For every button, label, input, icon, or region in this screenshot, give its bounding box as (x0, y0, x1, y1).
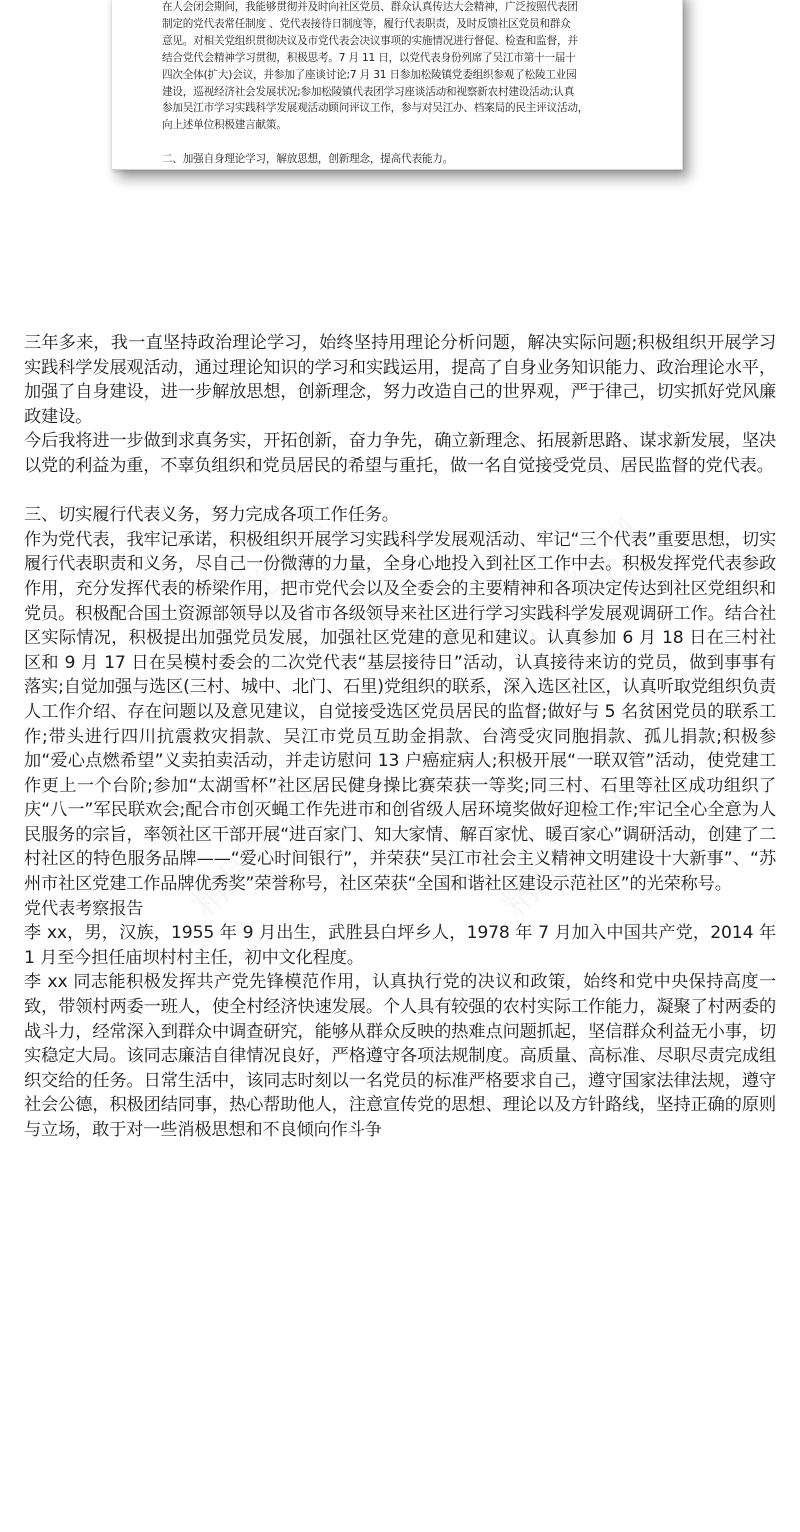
spacer (162, 134, 640, 151)
paragraph-future-plans: 今后我将进一步做到求真务实，开拓创新，奋力争先，确立新理念、拓展新思路、谋求新发展，坚决以党的利益为重，不辜负组织和党员居民的希望与重托，做一名自觉接受党员、居民监督的党代表。 (24, 431, 776, 476)
embedded-line: 制定的党代表常任制度 、党代表接待日制度等，履行代表职责，及时反馈社区党员和群众 (162, 17, 571, 30)
embedded-line: 向上述单位积极建言献策。 (162, 119, 287, 132)
embedded-line: 在人会闭会期间，我能够贯彻并及时向社区党员、群众认真传达大会精神，广泛按照代表团 (162, 1, 578, 13)
report-title: 党代表考察报告 (24, 898, 144, 919)
embedded-section-heading: 二、加强自身理论学习，解放思想，创新理念，提高代表能力。 (162, 153, 454, 166)
embedded-line: 参加吴江市学习实践科学发展观活动顾问评议工作，参与对吴江办、档案局的民主评议活动， (162, 102, 589, 115)
embedded-document-text (162, 0, 640, 168)
paragraph-theory-study: 三年多来，我一直坚持政治理论学习，始终坚持用理论分析问题，解决实际问题;积极组织开展学习实践科学发展观活动，通过理论知识的学习和实践运用，提高了自身业务知识能力、政治理论水平，加强了自身建设，进一步解放思想，创新理念，努力改造自己的世界观，严于律己，切实抓好党风廉政建设。 (24, 333, 776, 427)
section-three-heading: 三、切实履行代表义务，努力完成各项工作任务。 (24, 505, 399, 526)
embedded-line: 结合党代会精神学习贯彻，积极思考。7 月 11 日，以党代表身份列席了吴江市第十一届十 (162, 51, 576, 64)
embedded-line: 意见。对相关党组织贯彻决议及市党代表会决议事项的实施情况进行督促、检查和监督，并 (162, 34, 578, 47)
paragraph-evaluation: 李 xx 同志能积极发挥共产党先锋模范作用，认真执行党的决议和政策，始终和党中央保持高度一致，带领村两委一班人，使全村经济快速发展。个人具有较强的农村实际工作能力，凝聚了村两委的战斗力，经常深入到群众中调查研究，能够从群众反映的热难点问题抓起，坚信群众利益无小事，切实稳定大局。该同志廉洁自律情况良好，严格遵守各项法规制度。高质量、高标准、尽职尽责完成组织交给的任务。日常生活中，该同志时刻以一名党员的标准严格要求自己，遵守国家法律法规，遵守社会公德，积极团结同事，热心帮助他人，注意宣传党的思想、理论以及方针路线，坚持正确的原则与立场，敢于对一些消极思想和不良倾向作斗争 (24, 972, 776, 1140)
paragraph-biography: 李 xx，男，汉族，1955 年 9 月出生，武胜县白坪乡人，1978 年 7 月加入中国共产党，2014 年 1 月至今担任庙坝村村主任，初中文化程度。 (24, 923, 776, 968)
embedded-line: 建设，巡视经济社会发展状况;参加松陵镇代表团学习座谈活动和视察新农村建设活动;认真 (162, 85, 575, 98)
embedded-document-page (112, 0, 683, 170)
embedded-line: 四次全体(扩大)会议，并参加了座谈讨论;7 月 31 日参加松陵镇党委组织参观了松陵工业园 (162, 68, 577, 81)
document-body (24, 331, 776, 1143)
paragraph-duties: 作为党代表，我牢记承诺，积极组织开展学习实践科学发展观活动、牢记“三个代表”重要思想，切实履行代表职责和义务，尽自己一份微薄的力量，全身心地投入到社区工作中去。积极发挥党代表参政作用，充分发挥代表的桥梁作用，把市党代会以及全委会的主要精神和各项决定传达到社区党组织和党员。积极配合国土资源部领导以及省市各级领导来社区进行学习实践科学发展观调研工作。结合社区实际情况，积极提出加强党员发展，加强社区党建的意见和建议。认真参加 6 月 18 日在三村社区和 9 月 17 日在吴模村委会的二次党代表“基层接待日”活动，认真接待来访的党员，做到事事有落实;自觉加强与选区(三村、城中、北门、石里)党组织的联系，深入选区社区，认真听取党组织负责人工作介绍、存在问题以及意见建议，自觉接受选区党员居民的监督;做好与 5 名贫困党员的联系工作;带头进行四川抗震救灾捐款、吴江市党员互助金捐款、台湾受灾同胞捐款、孤儿捐款;积极参加“爱心点燃希望”义卖拍卖活动，并走访慰问 13 户癌症病人;积极开展“一联双管”活动，使党建工作更上一个台阶;参加“太湖雪杯”社区居民健身操比赛荣获一等奖;同三村、石里等社区成功组织了庆“八一”军民联欢会;配合市创灭蝇工作先进市和创省级人居环境奖做好迎检工作;牢记全心全意为人民服务的宗旨，率领社区干部开展“进百家门、知大家情、解百家忧、暖百家心”调研活动，创建了二村社区的特色服务品牌——“爱心时间银行”，并荣获“吴江市社会主义精神文明建设十大新事”、“苏州市社区党建工作品牌优秀奖”荣誉称号，社区荣获“全国和谐社区建设示范社区”的光荣称号。 (24, 529, 776, 895)
spacer (24, 479, 776, 504)
